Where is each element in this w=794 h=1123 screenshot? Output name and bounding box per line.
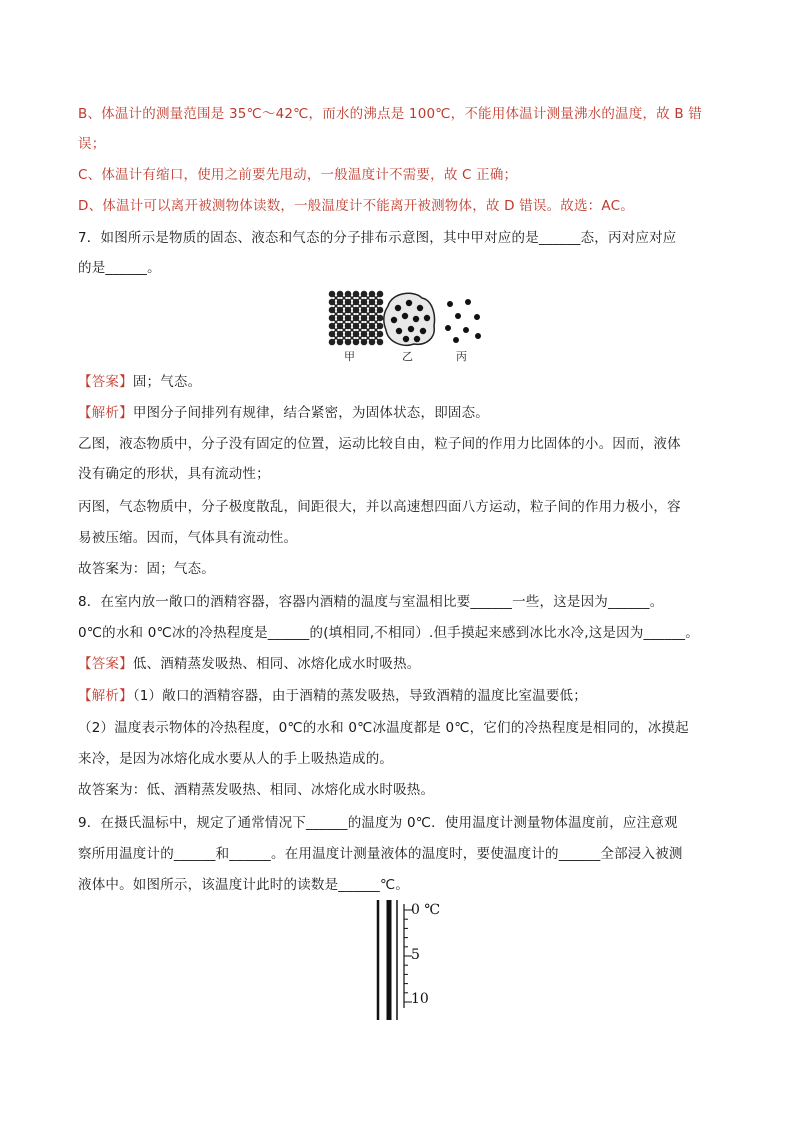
solid-lattice: [329, 291, 382, 344]
option-d: D、体温计可以离开被测物体读数，一般温度计不能离开被测物体，故 D 错误。故选：AC。: [78, 198, 634, 214]
explain-7-line4: 丙图，气态物质中，分子极度散乱，间距很大，并以高速想四面八方运动，粒子间的作用力极小，容: [78, 499, 681, 515]
question-9-line3: 液体中。如图所示，该温度计此时的读数是______℃。: [78, 877, 410, 893]
explain-text: 甲图分子间排列有规律，结合紧密，为固体状态，即固态。: [132, 405, 490, 421]
explain-tag: 【解析】: [78, 688, 133, 704]
tick-label-10: 10: [411, 991, 429, 1007]
answer-tag: 【答案】: [78, 374, 133, 390]
label-yi: 乙: [402, 350, 413, 363]
answer-7: [78, 372, 728, 392]
explain-8-line2: （2）温度表示物体的冷热程度，0℃的水和 0℃冰温度都是 0℃，它们的冷热程度是相同的，冰摸起: [78, 720, 689, 736]
gas-particles: [445, 299, 481, 343]
thermometer-figure: [372, 898, 442, 1022]
tick-label-0: 0 ℃: [411, 902, 441, 918]
question-9-line1: 9．在摄氏温标中，规定了通常情况下______的温度为 0℃．使用温度计测量物体温度前，应注意观: [78, 815, 678, 831]
question-9-line2: 察所用温度计的______和______。在用温度计测量液体的温度时，要使温度计的______全部浸入被测: [78, 846, 683, 862]
question-8-line1: 8．在室内放一敞口的酒精容器，容器内酒精的温度与室温相比要______一些，这是因为______。: [78, 594, 664, 610]
explain-7-line3: 没有确定的形状，具有流动性；: [78, 466, 270, 482]
option-b-line1: B、体温计的测量范围是 35℃～42℃，而水的沸点是 100℃，不能用体温计测量沸水的温度，故 B 错: [78, 106, 702, 122]
option-c: C、体温计有缩口，使用之前要先甩动，一般温度计不需要，故 C 正确；: [78, 167, 518, 183]
option-b-line2: 误；: [78, 136, 106, 152]
answer-text: 固；气态。: [132, 374, 202, 390]
explain-7-line2: 乙图，液态物质中，分子没有固定的位置，运动比较自由，粒子间的作用力比固体的小。因而，液体: [78, 436, 681, 452]
explain-text: （1）敞口的酒精容器，由于酒精的蒸发吸热，导致酒精的温度比室温要低；: [132, 688, 587, 704]
explain-7-line1: [78, 403, 728, 423]
answer-text: 低、酒精蒸发吸热、相同、冰熔化成水时吸热。: [132, 656, 421, 672]
explain-8-line3: 来冷，是因为冰熔化成水要从人的手上吸热造成的。: [78, 751, 394, 767]
label-bing: 丙: [456, 350, 467, 363]
answer-tag: 【答案】: [78, 656, 133, 672]
explain-8-line1: [78, 686, 728, 706]
molecule-figure: [326, 286, 486, 364]
tick-label-5: 5: [411, 947, 420, 963]
explain-tag: 【解析】: [78, 405, 133, 421]
question-7-line2: 的是______。: [78, 260, 161, 276]
question-8-line2: 0℃的水和 0℃冰的冷热程度是______的(填相同,不相同）.但手摸起来感到冰比水冷,这是因为______。: [78, 625, 699, 641]
question-7-line1: 7．如图所示是物质的固态、液态和气态的分子排布示意图，其中甲对应的是______态，丙对应对应: [78, 230, 677, 246]
explain-8-line4: 故答案为：低、酒精蒸发吸热、相同、冰熔化成水时吸热。: [78, 782, 435, 798]
answer-8: [78, 654, 728, 674]
explain-7-line6: 故答案为：固；气态。: [78, 561, 215, 577]
explain-7-line5: 易被压缩。因而，气体具有流动性。: [78, 530, 298, 546]
label-jia: 甲: [344, 350, 355, 363]
